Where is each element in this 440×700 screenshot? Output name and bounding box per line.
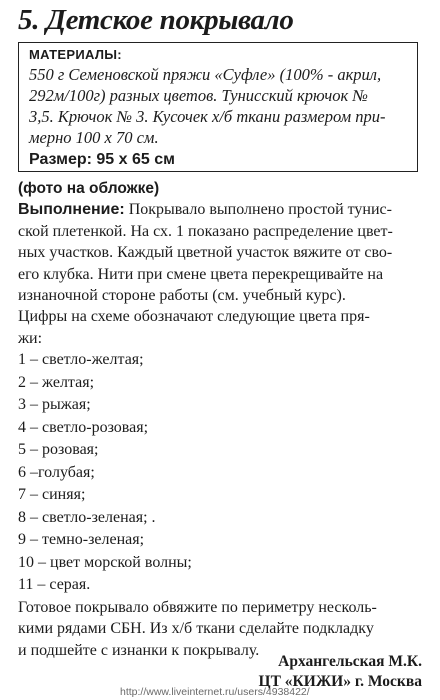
color-item: 2 – желтая; bbox=[18, 373, 95, 391]
instructions bbox=[18, 178, 422, 661]
execution-line: Цифры на схеме обозначают следующие цвета пря- bbox=[18, 308, 370, 326]
materials-box bbox=[18, 42, 418, 172]
page-title: 5. Детское покрывало bbox=[18, 4, 294, 36]
execution-line: ской плетенкой. На сх. 1 показано распределение цвет- bbox=[18, 222, 393, 240]
materials-text bbox=[29, 64, 409, 148]
execution-label: Выполнение: bbox=[18, 201, 125, 219]
color-item: 7 – синяя; bbox=[18, 486, 86, 504]
finishing-line: Готовое покрывало обвяжите по периметру несколь- bbox=[18, 598, 377, 616]
finishing-line: и подшейте с изнанки к покрывалу. bbox=[18, 641, 260, 659]
execution-text: Покрывало выполнено простой тунис- bbox=[124, 201, 392, 219]
color-item: 11 – серая. bbox=[18, 576, 91, 594]
credit-author: Архангельская М.К. bbox=[278, 653, 422, 670]
color-item: 5 – розовая; bbox=[18, 441, 99, 459]
finishing-line: кими рядами СБН. Из х/б ткани сделайте подкладку bbox=[18, 620, 374, 638]
materials-line: 3,5. Крючок № 3. Кусочек х/б ткани размером при- bbox=[29, 107, 386, 126]
materials-line: 550 г Семеновской пряжи «Суфле» (100% - акрил, bbox=[29, 65, 382, 84]
execution-line: жи: bbox=[18, 329, 43, 347]
color-item: 3 – рыжая; bbox=[18, 396, 91, 414]
color-item: 9 – темно-зеленая; bbox=[18, 531, 145, 549]
execution-first-line bbox=[18, 199, 422, 220]
execution-line: ных участков. Каждый цветной участок вяжите от сво- bbox=[18, 244, 393, 262]
watermark-url: http://www.liveinternet.ru/users/4938422/ bbox=[120, 686, 310, 698]
color-item: 10 – цвет морской волны; bbox=[18, 553, 192, 571]
credit-org: ЦТ «КИЖИ» г. Москва bbox=[258, 673, 422, 690]
size-line: Размер: 95 х 65 см bbox=[29, 151, 175, 168]
color-item: 8 – светло-зеленая; . bbox=[18, 508, 156, 526]
color-list bbox=[18, 349, 422, 597]
execution-line: изнаночной стороне работы (см. учебный курс). bbox=[18, 287, 346, 305]
materials-line: мерно 100 х 70 см. bbox=[29, 128, 159, 147]
photo-note: (фото на обложке) bbox=[18, 180, 160, 197]
execution-line: его клубка. Нити при смене цвета перекрещивайте на bbox=[18, 265, 384, 283]
materials-heading: МАТЕРИАЛЫ: bbox=[29, 47, 122, 62]
color-item: 1 – светло-желтая; bbox=[18, 351, 144, 369]
materials-line: 292м/100г) разных цветов. Тунисский крючок № bbox=[29, 86, 368, 105]
color-item: 4 – светло-розовая; bbox=[18, 418, 149, 436]
color-item: 6 –голубая; bbox=[18, 463, 95, 481]
